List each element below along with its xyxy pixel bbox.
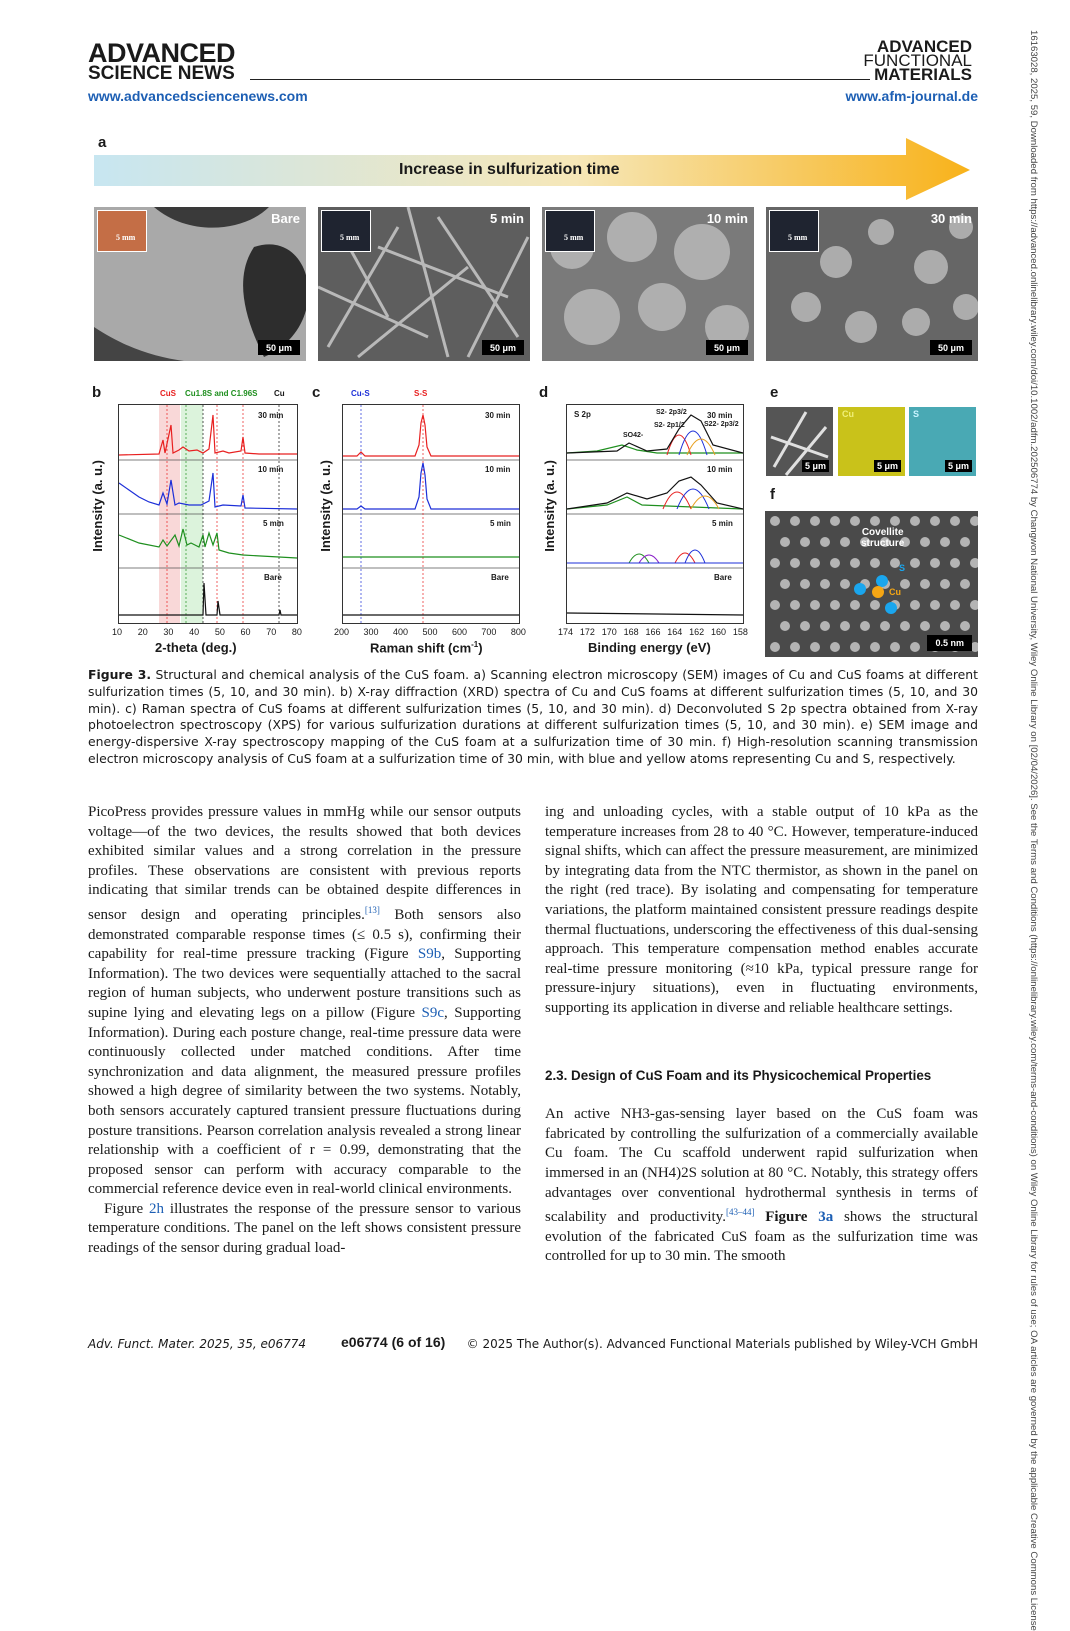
lattice-atom	[780, 537, 790, 547]
lattice-atom	[780, 579, 790, 589]
caption-text: Structural and chemical analysis of the CuS foam. a) Scanning electron microscopy (SEM) images of Cu and CuS foams at different sulfurization times (5, 10, and 30 min). b) X-ray diffraction (XRD) spectra of Cu and CuS foams at different sulfurization times (5, 10, and 30 min). c) Raman spectra of CuS foams at different sulfurization times (5, 10, and 30 min). d) Deconvoluted S 2p spectra obtained from X-ray photoelectron spectroscopy (XPS) for various sulfurization durations at different sulfurization times (5, 10, and 30 min). e) SEM image and energy-dispersive X-ray spectroscopy mapping of the CuS foam at a sulfurization time of 30 min. f) High-resolution scanning transmission electron microscopy analysis of CuS foam at a sulfurization time of 30 min, with blue and yellow atoms representing Cu and S, respectively.	[88, 667, 978, 766]
lattice-atom	[790, 642, 800, 652]
raman-label-bare: Bare	[491, 573, 509, 582]
lattice-atom	[800, 621, 810, 631]
edx-cu-title: Cu	[842, 409, 854, 419]
xrd-y-axis-label: Intensity (a. u.)	[90, 460, 105, 552]
sem-image-bare	[94, 207, 306, 361]
lattice-atom	[960, 621, 970, 631]
edx-s-scale: 5 μm	[945, 460, 972, 472]
raman-label-10min: 10 min	[485, 465, 511, 474]
sem-image-10min	[542, 207, 754, 361]
xps-peak-s22: S22- 2p3/2	[704, 421, 739, 428]
lattice-atom	[830, 558, 840, 568]
xrd-chart	[118, 404, 298, 624]
figure-3a-link[interactable]: 3a	[818, 1209, 834, 1226]
lattice-atom	[960, 579, 970, 589]
download-side-note: 16163028, 2025, 59, Downloaded from https://advanced.onlinelibrary.wiley.com/doi/10.1002/adfm.202506774 by Changwon National University, Wiley Online Library on [02/04/2026]. See the Terms and Conditions (https://onlinelibrary.wiley.com/terms-and-conditions) on Wiley Online Library for rules of use; OA articles are governed by the applicable Creative Commons License	[1028, 30, 1039, 1631]
raman-label-5min: 5 min	[490, 519, 511, 528]
left-column	[88, 803, 521, 1259]
panel-f-letter: f	[770, 486, 775, 503]
lattice-atom	[950, 558, 960, 568]
right-column	[545, 803, 978, 1267]
lattice-atom	[920, 579, 930, 589]
sem-image-5min	[318, 207, 530, 361]
lattice-atom	[900, 579, 910, 589]
ref-43-44-link[interactable]: [43–44]	[725, 1207, 755, 1218]
xrd-legend-cus: CuS	[160, 389, 176, 398]
edx-s-title: S	[913, 409, 920, 419]
lattice-atom	[910, 516, 920, 526]
xrd-x-axis-label: 2-theta (deg.)	[155, 640, 237, 655]
lattice-atom	[940, 579, 950, 589]
30min-inset-photo: 5 mm	[769, 210, 819, 252]
lattice-atom	[850, 642, 860, 652]
lattice-atom	[930, 558, 940, 568]
lattice-atom	[770, 600, 780, 610]
sem-scale-bare: 50 μm	[258, 340, 300, 355]
lattice-atom	[850, 600, 860, 610]
raman-legend-ss: S-S	[414, 389, 428, 398]
panel-e-letter: e	[770, 384, 779, 401]
stem-atom-cu: Cu	[889, 587, 901, 597]
xps-x-ticks: 174 172 170 168 166 164 162 160 158	[558, 627, 748, 637]
lattice-atom	[810, 516, 820, 526]
5min-inset-photo: 5 mm	[321, 210, 371, 252]
lattice-atom	[870, 558, 880, 568]
lattice-atom	[890, 642, 900, 652]
edx-s-map	[909, 407, 976, 476]
footer-page-number: e06774 (6 of 16)	[341, 1334, 446, 1350]
figure-s9b-link[interactable]: S9b	[417, 946, 442, 963]
xrd-legend-cu: Cu	[274, 389, 285, 398]
xps-label-30min: 30 min	[707, 411, 733, 420]
xrd-label-5min: 5 min	[263, 519, 284, 528]
lattice-atom	[890, 516, 900, 526]
sem-tag-10min: 10 min	[706, 211, 748, 226]
lattice-atom	[870, 516, 880, 526]
sem-tag-5min: 5 min	[490, 211, 524, 226]
panel-b-letter: b	[92, 384, 102, 401]
lattice-atom	[790, 558, 800, 568]
lattice-atom	[830, 600, 840, 610]
lattice-atom	[810, 558, 820, 568]
raman-x-axis-label: Raman shift $(cm^{-1})$	[370, 640, 483, 656]
panel-d-letter: d	[539, 384, 549, 401]
footer-copyright: © 2025 The Author(s). Advanced Functional Materials published by Wiley-VCH GmbH	[466, 1337, 978, 1351]
lattice-atom	[770, 642, 780, 652]
lattice-atom	[910, 600, 920, 610]
lattice-atom	[920, 621, 930, 631]
lattice-atom	[910, 642, 920, 652]
lattice-atom	[770, 516, 780, 526]
panel-c-letter: c	[312, 384, 321, 401]
ref-13-link[interactable]: [13]	[364, 904, 380, 915]
footer-citation: Adv. Funct. Mater. 2025, 35, e06774	[88, 1337, 307, 1351]
lattice-atom	[820, 537, 830, 547]
lattice-atom	[860, 621, 870, 631]
lattice-atom	[800, 537, 810, 547]
lattice-atom	[820, 621, 830, 631]
10min-inset-photo: 5 mm	[545, 210, 595, 252]
lattice-atom	[850, 516, 860, 526]
lattice-atom	[960, 537, 970, 547]
sem-image-30min	[766, 207, 978, 361]
journal-logo-line2: FUNCTIONAL	[863, 51, 972, 70]
lattice-atom	[790, 516, 800, 526]
lattice-atom	[920, 537, 930, 547]
lattice-atom	[780, 621, 790, 631]
figure-s9c-link[interactable]: S9c	[421, 1004, 445, 1021]
xps-y-axis-label: Intensity (a. u.)	[542, 460, 557, 552]
arrow-label: Increase in sulfurization time	[399, 161, 620, 178]
lattice-atom	[840, 579, 850, 589]
caption-label: Figure 3.	[88, 667, 152, 682]
xps-label-5min: 5 min	[712, 519, 733, 528]
edx-sem-map	[766, 407, 833, 476]
lattice-atom	[900, 621, 910, 631]
lattice-atom	[840, 537, 850, 547]
lattice-atom	[950, 516, 960, 526]
edx-cu-scale: 5 μm	[874, 460, 901, 472]
left-paragraph-1: PicoPress provides pressure values in mmHg while our sensor outputs voltage—of the two devices, the results showed that both devices exhibited similar values and a strong correlation in the pressure profiles. These observations are consistent with previous reports indicating that similar trends can be obtained despite differences in sensor design and operating principles.[13] Both sensors also demonstrated comparable response times (≤ 0.5 s), confirming their capability for real-time pressure tracking (Figure S9b, Supporting Information). The two devices were sequentially attached to the sacral region of human subjects, who underwent posture transitions such as supine lying and elevating legs on a pillow (Figure S9c, Supporting Information). During each posture change, real-time pressure data were continuously collected under matched conditions. After time synchronization and data alignment, the measured pressure profiles showed a high degree of similarity between the two systems. Notably, both sensors accurately captured transient pressure fluctuations during posture transitions. Pearson correlation analysis revealed a strong linear relationship with a coefficient of r = 0.99, demonstrating that the proposed sensor can perform with accuracy comparable to the commercial reference device even in real-world clinical environments.	[88, 804, 522, 1198]
xps-x-axis-label: Binding energy (eV)	[588, 640, 711, 655]
lattice-atom	[910, 558, 920, 568]
stem-atom-s: S	[899, 563, 906, 573]
figure-2h-link[interactable]: 2h	[149, 1200, 165, 1217]
lattice-atom	[850, 558, 860, 568]
journal-logo-line3: MATERIALS	[874, 65, 972, 84]
lattice-atom	[880, 621, 890, 631]
xrd-x-ticks: 10 20 30 40 50 60 70 80	[112, 627, 302, 637]
xps-label-10min: 10 min	[707, 465, 733, 474]
lattice-atom	[800, 579, 810, 589]
xps-peak-2p12: S2- 2p1/2	[654, 422, 685, 429]
raman-label-30min: 30 min	[485, 411, 511, 420]
sem-tag-30min: 30 min	[930, 211, 972, 226]
edx-cu-map	[838, 407, 905, 476]
bare-inset-photo: 5 mm	[97, 210, 147, 252]
xrd-label-bare: Bare	[264, 573, 282, 582]
raman-chart	[342, 404, 520, 624]
lattice-atom	[870, 642, 880, 652]
sem-scale-10min: 50 μm	[706, 340, 748, 355]
stem-structure-label: Covellite structure	[861, 527, 905, 549]
xps-chart	[566, 404, 744, 624]
sem-scale-5min: 50 μm	[482, 340, 524, 355]
stem-image	[765, 511, 978, 657]
lattice-atom	[790, 600, 800, 610]
lattice-atom	[770, 558, 780, 568]
publisher-url-link[interactable]: www.advancedsciencenews.com	[88, 88, 308, 104]
lattice-atom	[840, 621, 850, 631]
lattice-atom	[950, 600, 960, 610]
lattice-atom	[930, 600, 940, 610]
xrd-label-10min: 10 min	[258, 465, 284, 474]
lattice-atom	[930, 516, 940, 526]
xps-peak-2p32: S2- 2p3/2	[656, 409, 687, 416]
lattice-atom	[830, 516, 840, 526]
lattice-atom	[820, 579, 830, 589]
raman-legend-cus: Cu-S	[351, 389, 370, 398]
journal-url-link[interactable]: www.afm-journal.de	[845, 88, 978, 104]
right-paragraph-1: ing and unloading cycles, with a stable output of 10 kPa as the temperature increases from 28 to 40 °C. However, temperature-induced signal shifts, which can affect the pressure measurement, are minimized by integrating data from the NTC thermistor, as shown in the panel on the right (red trace). By isolating and compensating for temperature variations, the platform maintained consistent pressure readings despite thermal fluctuations, underscoring the effectiveness of this dual-sensing approach. This temperature compensation method enables accurate real-time pressure monitoring (≈10 kPa, typical pressure range for pressure-injury situations), even in fluctuating environments, supporting its application in diverse and reliable healthcare settings.	[545, 804, 978, 1016]
journal-logo-line1: ADVANCED	[876, 37, 972, 56]
lattice-atom	[810, 600, 820, 610]
figure-caption	[88, 667, 978, 768]
edx-sem-scale: 5 μm	[802, 460, 829, 472]
lattice-atom	[940, 621, 950, 631]
publisher-logo-line2: SCIENCE NEWS	[88, 63, 235, 84]
section-heading: 2.3. Design of CuS Foam and its Physicochemical Properties	[545, 1067, 932, 1083]
stem-scale-bar: 0.5 nm	[927, 635, 972, 651]
raman-y-axis-label: Intensity (a. u.)	[318, 460, 333, 552]
xps-label-bare: Bare	[714, 573, 732, 582]
raman-x-ticks: 200 300 400 500 600 700 800	[334, 627, 526, 637]
lattice-atom	[810, 642, 820, 652]
publisher-logo-line1: ADVANCED	[88, 38, 236, 68]
lattice-atom	[830, 642, 840, 652]
lattice-atom	[870, 600, 880, 610]
left-paragraph-2: Figure 2h illustrates the response of the pressure sensor to various temperature conditions. The panel on the left shows consistent pressure readings of the sensor during gradual load-	[88, 1200, 521, 1257]
xrd-label-30min: 30 min	[258, 411, 284, 420]
lattice-atom	[940, 537, 950, 547]
right-paragraph-2: An active NH3-gas-sensing layer based on the CuS foam was fabricated by controlling the sulfurization of a commercially available Cu foam. The Cu scaffold underwent rapid sulfurization when immersed in an (NH4)2S solution at 80 °C. Notably, this strategy offers advantages over conventional hydrothermal synthesis in terms of scalability and productivity.[43–44] Figure 3a shows the structural evolution of the fabricated CuS foam as the sulfurization time was controlled for up to 30 min. The smooth	[545, 1106, 979, 1265]
xps-peak-so4: SO42-	[623, 432, 644, 439]
header-rule	[250, 79, 870, 80]
journal-logo	[852, 37, 972, 84]
xps-title: S 2p	[574, 410, 591, 419]
sem-scale-30min: 50 μm	[930, 340, 972, 355]
xrd-legend-cu18s: Cu1.8S and C1.96S	[185, 389, 258, 398]
panel-a-letter: a	[98, 134, 107, 151]
sem-tag-bare: Bare	[271, 211, 300, 226]
